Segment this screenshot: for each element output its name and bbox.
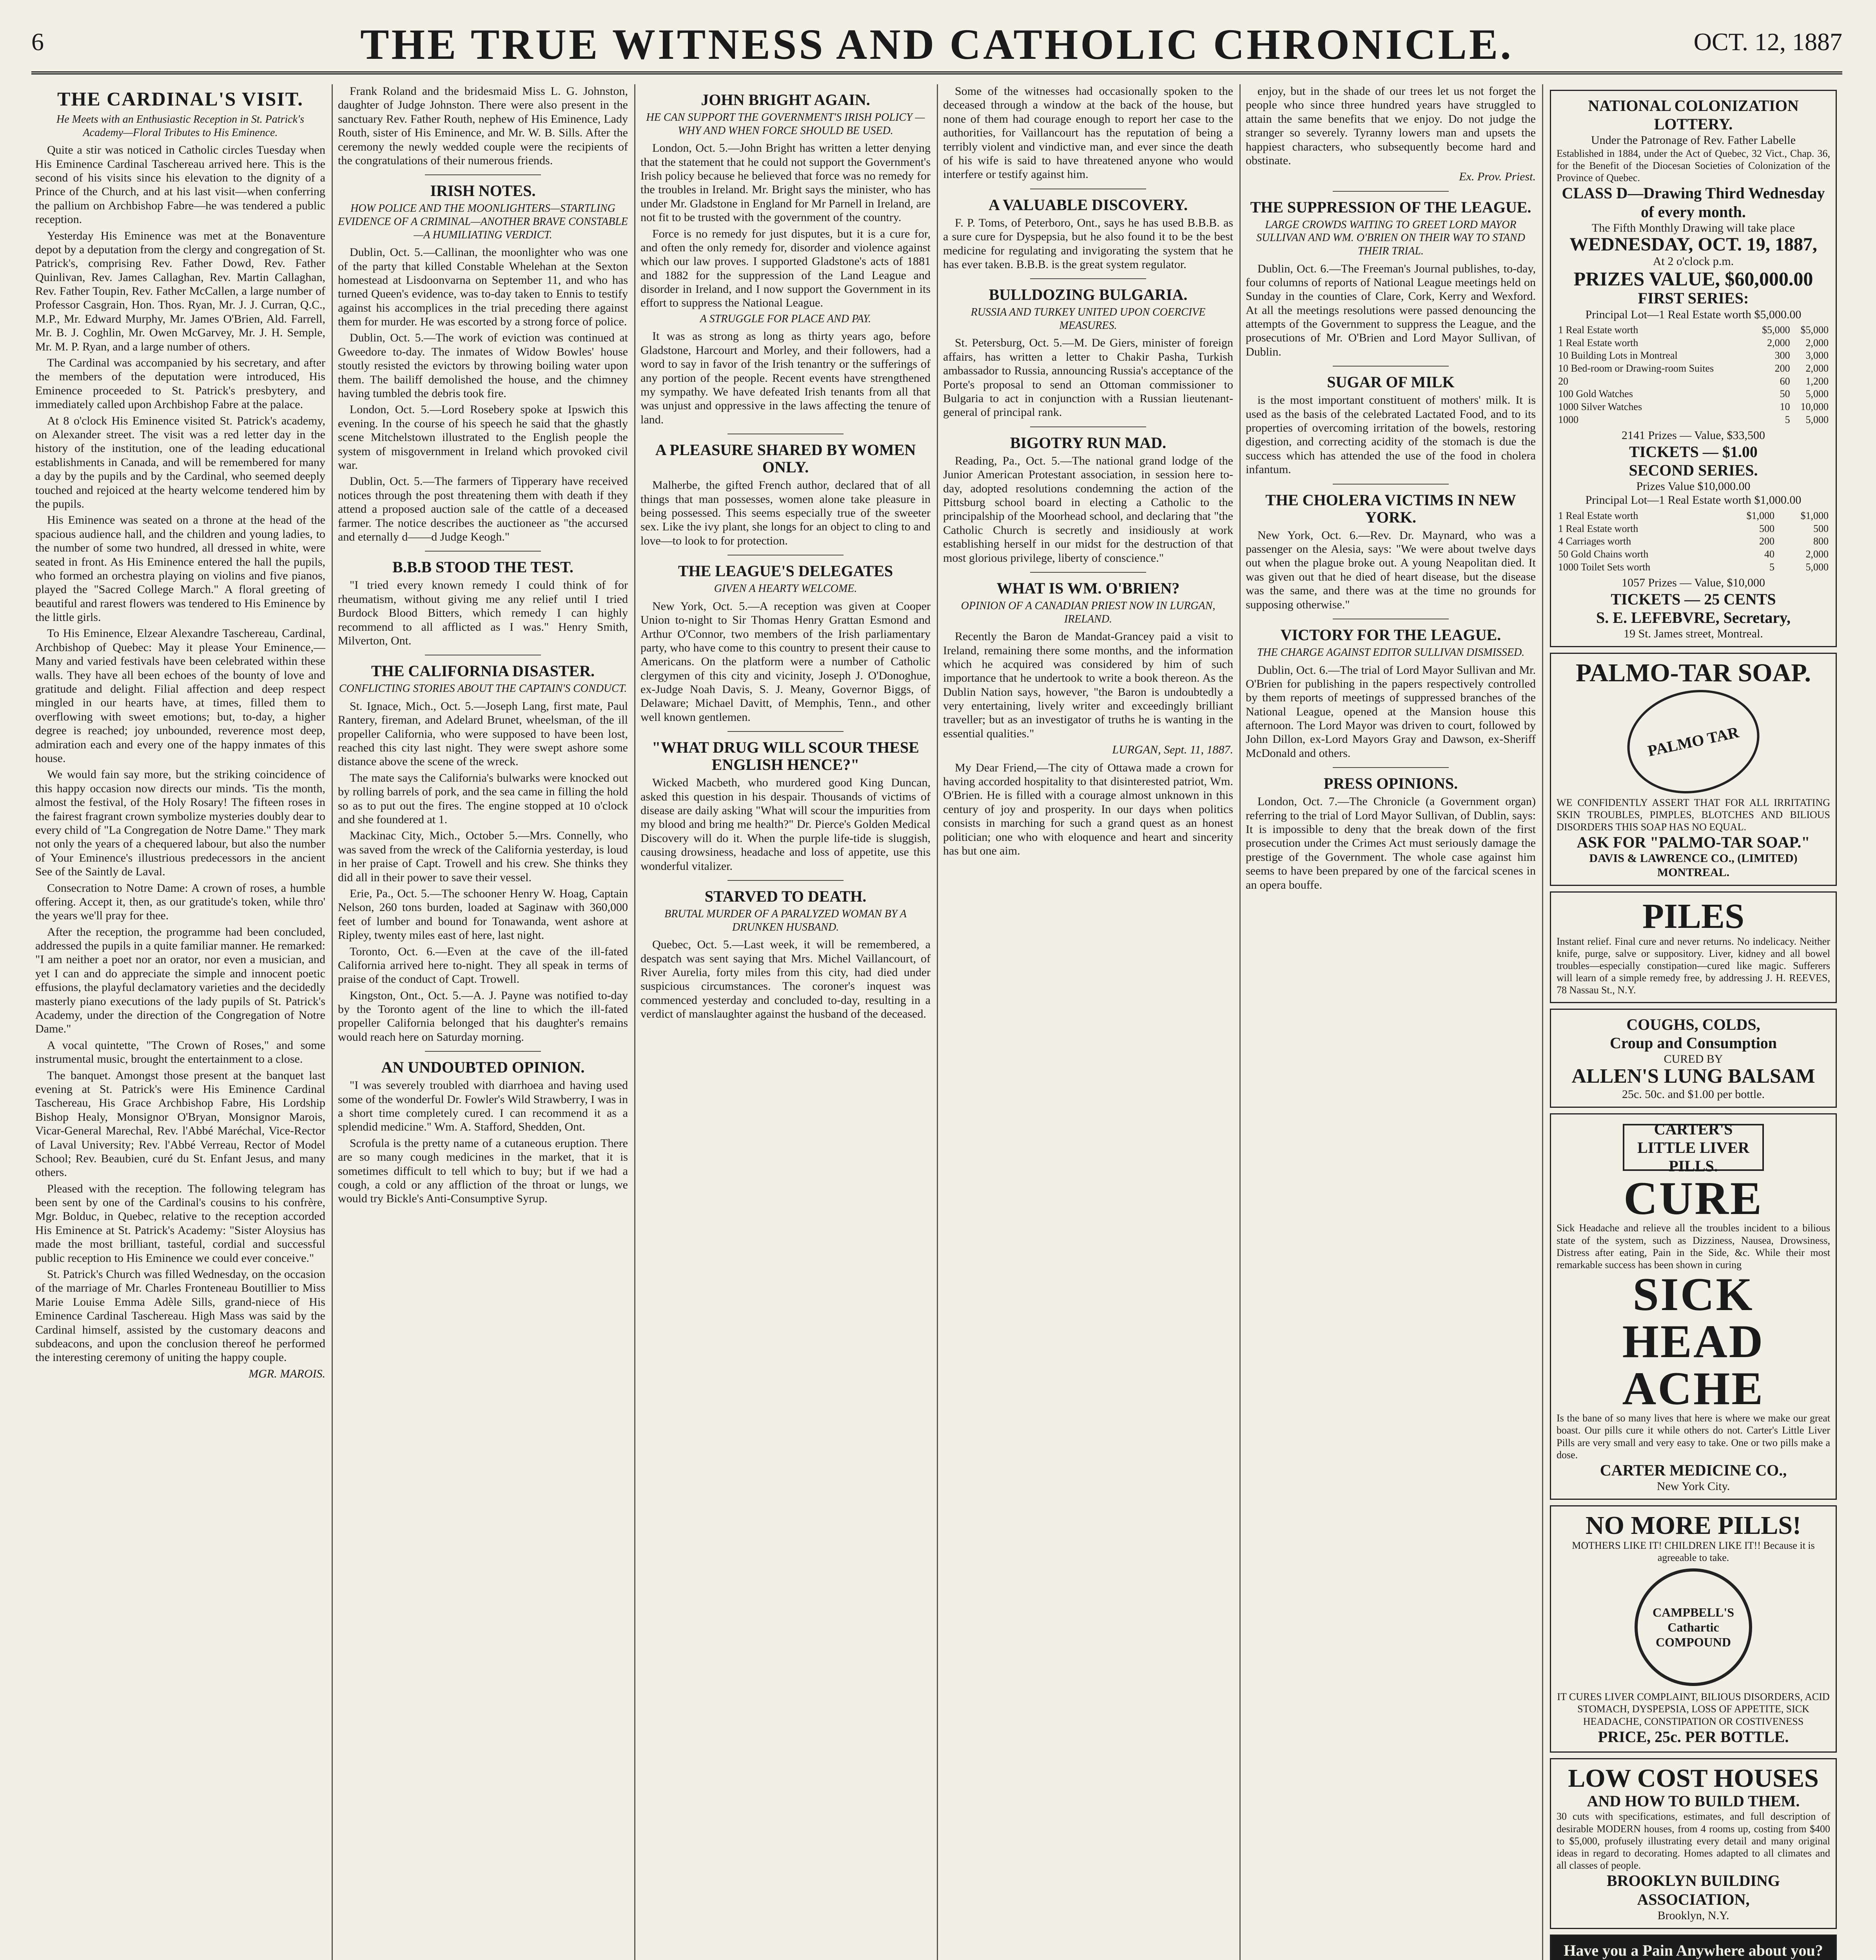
- prize-row: [1557, 548, 1830, 561]
- lottery-ticket-price: TICKETS — $1.00: [1629, 443, 1758, 461]
- article-paragraph: Dublin, Oct. 6.—The trial of Lord Mayor Sullivan and Mr. O'Brien for publishing in the papers respectively controlled by them reports of meetings of suppressed branches of the National League, opened at the Mansion house this afternoon. The Lord Mayor was driven to court, followed by John Dillon, ex-Lord Mayors Gray and Dawson, ex-Sheriff McDonald and others.: [1246, 663, 1536, 760]
- article-subhead: OPINION OF A CANADIAN PRIEST NOW IN LURGAN, IRELAND.: [961, 599, 1216, 625]
- article-subhead: A STRUGGLE FOR PLACE AND PAY.: [700, 312, 871, 325]
- sick-word: SICK: [1633, 1268, 1754, 1321]
- prize-description: 1000 Silver Watches: [1558, 401, 1642, 412]
- prize-amount: 200: [1759, 535, 1775, 547]
- pill-box-icon: CARTER'S LITTLE LIVER PILLS.: [1623, 1124, 1764, 1171]
- article-subhead: He Meets with an Enthusiastic Reception in St. Patrick's Academy—Floral Tributes to His Eminence.: [56, 113, 304, 139]
- soap-bar-icon: PALMO TAR: [1618, 678, 1769, 805]
- article-headline: A VALUABLE DISCOVERY.: [988, 196, 1188, 214]
- prize-row: [1557, 324, 1830, 337]
- article-subhead: BRUTAL MURDER OF A PARALYZED WOMAN BY A DRUNKEN HUSBAND.: [664, 908, 907, 933]
- article-paragraph: St. Patrick's Church was filled Wednesday, on the occasion of the marriage of Mr. Charles Fronteneau Boutillier to Miss Marie Louise Emma Adèle Sills, grand-niece of His Eminence Cardinal Taschereau. High Mass was said by the Cardinal himself, assisted by the customary deacons and subdeacons, and upon the conclusion thereof he performed the interesting ceremony of uniting the happy couple.: [35, 1268, 325, 1364]
- column-5: [1242, 84, 1540, 1960]
- article-paragraph: Dublin, Oct. 6.—The Freeman's Journal publishes, to-day, four columns of reports of National League meetings held on Sunday in the counties of Clare, Cork, Kerry and Wexford. At all the meetings resolutions were passed denouncing the attempts of the Government to suppress the League, and the prosecutions of Mr. O'Brien and Lord Mayor Sullivan, of Dublin.: [1246, 262, 1536, 358]
- prize-row: [1557, 523, 1830, 535]
- allens-line-3: CURED BY: [1664, 1053, 1723, 1066]
- prize-amount: 10: [1780, 401, 1790, 412]
- article-headline: THE LEAGUE'S DELEGATES: [678, 562, 893, 580]
- article-headline: THE CHOLERA VICTIMS IN NEW YORK.: [1265, 491, 1516, 526]
- article-paragraph: The Cardinal was accompanied by his secretary, and after the members of the deputation were introduced, His Eminence proceeded to St. Patrick's presbytery, and immediately called upon Archbishop Fabre at the palace.: [35, 356, 325, 411]
- article-headline: STARVED TO DEATH.: [704, 887, 867, 905]
- section-divider: [1333, 191, 1449, 192]
- article-paragraph: London, Oct. 7.—The Chronicle (a Government organ) referring to the trial of Lord Mayor Sullivan, of Dublin, says: It is impossible to deny that the break down of the first prosecution under the Crimes Act must seriously damage the prestige of the Government. The whole case against him seems to have been prepared by one of the farcical scenes in an opera bouffe.: [1246, 795, 1536, 891]
- article-paragraph: "I tried every known remedy I could think of for rheumatism, without giving me any relief until I tried Burdock Blood Bitters, which remedy I can highly recommend to all afflicted as I was." Henry Smith, Milverton, Ont.: [338, 579, 628, 647]
- allens-name: ALLEN'S LUNG BALSAM: [1571, 1065, 1815, 1088]
- prize-amount: 2,000: [1805, 337, 1829, 348]
- column-3: [637, 84, 934, 1960]
- prize-row: [1557, 349, 1830, 362]
- prize-amount: 1,200: [1805, 375, 1829, 387]
- article-headline: BIGOTRY RUN MAD.: [1010, 434, 1167, 452]
- lottery-class: CLASS D—Drawing Third Wednesday of every month.: [1562, 184, 1825, 221]
- article-paragraph: Dublin, Oct. 5.—Callinan, the moonlighter who was one of the party that killed Constable Whelehan at the Sexton homestead at Lisdoonvarna on September 11, and who has turned Queen's evidence, was to-day taken to Ennis to testify against his accomplices in the trial preceding there against them for murder. He was escorted by a strong force of police.: [338, 246, 628, 328]
- article-paragraph: We would fain say more, but the striking coincidence of this happy occasion now directs our minds. 'Tis the month, almost the festival, of the Holy Rosary! The fifteen roses in the fairest fragrant crown symbolize mysteries doubly dear to every child of "La Congregation de Notre Dame." They mark not only the years of a chequered labour, but also the number of Your Eminence's illustrious predecessors in the ancient See of the Saintly de Laval.: [35, 768, 325, 878]
- column-rule: [1239, 84, 1241, 1960]
- prize-amount: 800: [1813, 535, 1829, 547]
- page-number: 6: [31, 28, 44, 56]
- article-headline: THE CALIFORNIA DISASTER.: [371, 662, 595, 680]
- article-paragraph: Quebec, Oct. 5.—Last week, it will be remembered, a despatch was sent saying that Mrs. Michel Vaillancourt, of River Aurelia, forty miles from this city, had died under suspicious circumstances. The coroner's inquest was commenced yesterday and concluded to-day, resulting in a verdict of manslaughter against the husband of the deceased.: [640, 938, 931, 1021]
- lottery-patronage: Under the Patronage of Rev. Father Labelle: [1591, 134, 1796, 147]
- article-headline: AN UNDOUBTED OPINION.: [381, 1058, 585, 1076]
- prize-description: 1 Real Estate worth: [1558, 337, 1638, 348]
- section-divider: [728, 731, 844, 732]
- prize-description: 1000: [1558, 414, 1578, 425]
- lottery-advertisement: [1550, 90, 1837, 647]
- issue-date: OCT. 12, 1887: [1693, 28, 1842, 56]
- article-headline: B.B.B STOOD THE TEST.: [392, 558, 573, 576]
- article-headline: A PLEASURE SHARED BY WOMEN ONLY.: [655, 441, 916, 476]
- lottery-prizes-value: PRIZES VALUE, $60,000.00: [1573, 267, 1813, 290]
- article-paragraph: is the most important constituent of mothers' milk. It is used as the basis of the celebrated Lactated Food, and to its properties of overcoming irritation of the bowels, restoring digestion, and correcting acidity of the stomach is due the success which has attended the use of the food in cholera infantum.: [1246, 394, 1536, 476]
- pain-killer-advertisement: [1550, 1935, 1837, 1960]
- prize-row: [1557, 375, 1830, 388]
- prize-amount: 5,000: [1805, 414, 1829, 425]
- allens-line-2: Croup and Consumption: [1609, 1034, 1777, 1052]
- article-signature: MGR. MAROIS.: [249, 1367, 325, 1380]
- prize-description: 1000 Toilet Sets worth: [1558, 561, 1651, 573]
- lottery-second-value: Prizes Value $10,000.00: [1636, 480, 1751, 493]
- prize-amount: 5,000: [1805, 561, 1829, 573]
- article-paragraph: Kingston, Ont., Oct. 5.—A. J. Payne was notified to-day by the Toronto agent of the line to which the ill-fated propeller California belonged that his daughter's remains would reach here on Saturday morning.: [338, 989, 628, 1044]
- houses-company: BROOKLYN BUILDING ASSOCIATION,: [1607, 1872, 1780, 1908]
- campbell-cures: IT CURES LIVER COMPLAINT, BILIOUS DISORDERS, ACID STOMACH, DYSPEPSIA, LOSS OF APPETITE, SICK HEADACHE, CONSTIPATION OR COSTIVENESS: [1557, 1691, 1830, 1727]
- article-subhead: HOW POLICE AND THE MOONLIGHTERS—STARTLING EVIDENCE OF A CRIMINAL—ANOTHER BRAVE CONSTABLE—A HUMILIATING VERDICT.: [338, 202, 628, 241]
- article-paragraph: Erie, Pa., Oct. 5.—The schooner Henry W. Hoag, Captain Nelson, 260 tons burden, loaded at Saginaw with 360,000 feet of lumber and bound for Tonawanda, went ashore at Ripley, twenty miles east of here, last night.: [338, 887, 628, 942]
- prize-row: [1557, 362, 1830, 375]
- article-paragraph: A vocal quintette, "The Crown of Roses," and some instrumental music, brought the entertainment to a close.: [35, 1038, 325, 1066]
- lottery-first-series: FIRST SERIES:: [1638, 289, 1749, 307]
- article-subhead: HE CAN SUPPORT THE GOVERNMENT'S IRISH POLICY —WHY AND WHEN FORCE SHOULD BE USED.: [646, 111, 925, 137]
- lottery-time: At 2 o'clock p.m.: [1653, 255, 1734, 268]
- prize-description: 1 Real Estate worth: [1558, 523, 1638, 534]
- section-divider: [1333, 767, 1449, 768]
- lottery-second-series: SECOND SERIES.: [1629, 461, 1758, 479]
- cure-word: CURE: [1623, 1172, 1764, 1225]
- allens-lung-balsam-advertisement: [1550, 1009, 1837, 1108]
- prize-amount: 5: [1769, 561, 1775, 573]
- soap-title: PALMO-TAR SOAP.: [1575, 659, 1811, 688]
- prize-row: [1557, 388, 1830, 401]
- prize-amount: 300: [1774, 350, 1790, 361]
- newspaper-title: THE TRUE WITNESS AND CATHOLIC CHRONICLE.: [360, 20, 1513, 68]
- article-paragraph: New York, Oct. 5.—A reception was given at Cooper Union to-night to Sir Thomas Henry Grattan Esmond and Arthur O'Connor, two members of the Irish parliamentary party, who have come to this country to present their cause to Americans. On the platform were a number of Catholic clergymen of this city and vicinity, Joseph J. O'Donoghue, ex-Judge Noah Davis, S. J. Meany, Governor Biggs, of Delaware; Michael Davitt, of Memphis, Tenn., and other well known gentlemen.: [640, 599, 931, 724]
- no-more-pills-title: NO MORE PILLS!: [1585, 1511, 1802, 1540]
- prize-description: 100 Gold Watches: [1558, 388, 1633, 400]
- allens-price: 25c. 50c. and $1.00 per bottle.: [1622, 1088, 1765, 1101]
- prize-amount: 500: [1759, 523, 1775, 534]
- article-paragraph: St. Petersburg, Oct. 5.—M. De Giers, minister of foreign affairs, has written a letter to Chakir Pasha, Turkish ambassador to Russia, announcing Russia's acceptance of the Porte's proposal to send an Ottoman commissioner to Bulgaria to act in conjunction with a Russian lieutenant-general of principal rank.: [943, 336, 1233, 419]
- lottery-second-total: 1057 Prizes — Value, $10,000: [1621, 576, 1765, 590]
- article-paragraph: Dublin, Oct. 5.—The work of eviction was continued at Gweedore to-day. The inmates of Widow Bowles' house stoutly resisted the evictors by throwing boiling water upon them. The bailiff demolished the house, and the chimney having tumbled the debris took fire.: [338, 331, 628, 400]
- article-paragraph: After the reception, the programme had been concluded, addressed the pupils in a quite familiar manner. He remarked: "I am neither a poet nor an orator, nor even a musician, and yet I can and do appreciate the simple and innocent poetic effusions, the playful declamatory varieties and the decidedly masterly piano executions of the lady pupils of St. Patrick's Academy, under the direction of the Congregation of Notre Dame.": [35, 925, 325, 1036]
- article-body: [35, 143, 325, 1365]
- soap-claim: WE CONFIDENTLY ASSERT THAT FOR ALL IRRITATING SKIN TROUBLES, PIMPLES, BLOTCHES AND BILIOUS DISORDERS THIS SOAP HAS NO EQUAL.: [1557, 797, 1830, 833]
- lottery-second-ticket-price: TICKETS — 25 CENTS: [1611, 590, 1776, 608]
- article-paragraph: London, Oct. 5.—John Bright has written a letter denying that the statement that he could not support the Government's Irish policy because he believed that force was no remedy for the troubles in Ireland. Mr. Bright says the minister, who has under Mr. Gladstone in England for Mr Parnell in Ireland, are not fit to be trusted with the government of the country.: [640, 142, 931, 224]
- article-headline: WHAT IS WM. O'BRIEN?: [996, 579, 1180, 597]
- masthead: [31, 16, 1842, 74]
- prize-amount: $5,000: [1800, 324, 1829, 336]
- article-paragraph: The banquet. Amongst those present at the banquet last evening at St. Patrick's were His Eminence Cardinal Taschereau, His Grace Archbishop Fabre, His Lordship Bishop Healy, Monsignor O'Bryan, Monsignor Marois, Vicar-General Marechal, Rev. l'Abbé Maréchal, Vice-Rector of Laval University; Rev. l'Abbé Verreau, Rector of Model School; Rev. Beaubien, curé du St. Enfant Jesus, and many others.: [35, 1069, 325, 1179]
- column-rule: [332, 84, 333, 1960]
- prize-amount: 40: [1764, 548, 1775, 560]
- prize-amount: 2,000: [1805, 548, 1829, 560]
- article-subhead: THE CHARGE AGAINST EDITOR SULLIVAN DISMISSED.: [1257, 646, 1525, 659]
- lottery-second-prize-table: [1557, 510, 1830, 573]
- article-paragraph: Wicked Macbeth, who murdered good King Duncan, asked this question in his despair. Thousands of victims of disease are daily asking "What will scour the impurities from my blood and bring me health?" Dr. Pierce's Golden Medical Discovery will do it. When the purple life-tide is sluggish, causing drowsiness, headache and loss of appetite, use this wonderful vitalizer.: [640, 776, 931, 873]
- houses-text: 30 cuts with specifications, estimates, and full description of desirable MODERN houses, from 4 rooms up, costing from $400 to $5,000, profusely illustrating every detail and many original ideas in regard to decorating. Homes adapted to all climates and all classes of people.: [1557, 1811, 1830, 1871]
- cure-text: Sick Headache and relieve all the troubles incident to a bilious state of the system, such as Dizziness, Nausea, Drowsiness, Distress after eating, Pain in the Side, &c. While their most remarkable success has been shown in curing: [1557, 1222, 1830, 1270]
- article-paragraph: F. P. Toms, of Peterboro, Ont., says he has used B.B.B. as a sure cure for Dyspepsia, but he also found it to be the best medicine for regulating and invigorating the system that he has ever taken. B.B.B. is the great system regulator.: [943, 216, 1233, 271]
- prize-amount: 5,000: [1805, 388, 1829, 400]
- prize-amount: 500: [1813, 523, 1829, 534]
- allens-line-1: COUGHS, COLDS,: [1626, 1015, 1760, 1033]
- article-subhead: GIVEN A HEARTY WELCOME.: [714, 583, 857, 595]
- lottery-address: 19 St. James street, Montreal.: [1624, 627, 1763, 640]
- column-rule: [1542, 84, 1543, 1960]
- lottery-total: 2141 Prizes — Value, $33,500: [1621, 429, 1765, 442]
- soap-maker: DAVIS & LAWRENCE CO., (LIMITED) MONTREAL.: [1589, 852, 1798, 879]
- article-continuation: Frank Roland and the bridesmaid Miss L. G. Johnston, daughter of Judge Johnston. There were also present in the sanctuary Rev. Father Routh, nephew of His Eminence, Lady Routh, sister of His Eminence, and Mr. W. B. Sills. After the ceremony the newly wedded couple were the recipients of the congratulations of their numerous friends.: [338, 85, 628, 167]
- article-headline: "WHAT DRUG WILL SCOUR THESE ENGLISH HENCE?": [652, 739, 919, 774]
- article-headline: VICTORY FOR THE LEAGUE.: [1280, 626, 1501, 644]
- lottery-prize-table: [1557, 324, 1830, 426]
- prize-row: [1557, 561, 1830, 574]
- page-columns: [31, 84, 1842, 1960]
- article-paragraph: Consecration to Notre Dame: A crown of roses, a humble offering. Accept it, then, as our gratitude's token, while thro' the years we'll pray for thee.: [35, 881, 325, 922]
- low-cost-houses-advertisement: [1550, 1758, 1837, 1929]
- prize-row: [1557, 401, 1830, 414]
- column-1: [31, 84, 329, 1960]
- lottery-principal-lot: Principal Lot—1 Real Estate worth $5,000.00: [1585, 308, 1802, 321]
- article-paragraph: New York, Oct. 6.—Rev. Dr. Maynard, who was a passenger on the Alesia, says: "We were about twelve days out when the plague broke out. A young Neapolitan died. It was given out that he died of heart disease, but the disease was the same, and there was at the time no grounds for supposing otherwise.": [1246, 528, 1536, 611]
- section-divider: [1333, 366, 1449, 367]
- palmo-tar-soap-advertisement: [1550, 653, 1837, 886]
- houses-city: Brooklyn, N.Y.: [1657, 1909, 1729, 1922]
- section-divider: [425, 551, 541, 552]
- article-body: [338, 245, 628, 544]
- prize-row: [1557, 414, 1830, 426]
- ache-word: ACHE: [1622, 1362, 1765, 1415]
- article-body: [338, 699, 628, 1044]
- article-paragraph: His Eminence was seated on a throne at the head of the spacious audience hall, and the children and young ladies, to the number of some two hundred, all dressed in white, were seated in front. As His Eminence entered the hall the pupils, who formed an orchestra playing on violins and five pianos, played the "Sacred College March." A floral greeting of beautiful and rarest flowers was tendered to His Eminence by the little girls.: [35, 514, 325, 624]
- piles-text: Instant relief. Final cure and never returns. No indelicacy. Neither knife, purge, salve or suppository. Liver, kidney and all bowel troubles—especially constipation—cured like magic. Sufferers will learn of a simple remedy free, by addressing J. H. REEVES, 78 Nassau St., N.Y.: [1557, 935, 1830, 996]
- head-word: HEAD: [1622, 1315, 1765, 1368]
- houses-subtitle: AND HOW TO BUILD THEM.: [1587, 1792, 1800, 1810]
- prize-description: 10 Bed-room or Drawing-room Suites: [1558, 362, 1714, 374]
- article-headline: BULLDOZING BULGARIA.: [989, 286, 1188, 304]
- campbells-cathartic-advertisement: [1550, 1505, 1837, 1752]
- carters-company: CARTER MEDICINE CO.,: [1600, 1461, 1787, 1479]
- article-paragraph: London, Oct. 5.—Lord Rosebery spoke at Ipswich this evening. In the course of his speech he said that the ghastly scene Mitchelstown illustrated to the English people the system of misgovernment in Ireland which provoked civil war.: [338, 403, 628, 472]
- article-headline: THE CARDINAL'S VISIT.: [57, 88, 303, 110]
- article-paragraph: To His Eminence, Elzear Alexandre Taschereau, Cardinal, Archbishop of Quebec: May it please Your Eminence,—Many and varied festivals have been celebrated within these walls. They have all been echoes of the bounty of love and gratitude and delight. Filial affection and deep respect mingled in our hearts have, at times, filled them to overflowing with sweet emotions; but, to-day, a higher degree is reached; joy unbounded, reverence most deep, admiration each and every one of the happy inmates of this house.: [35, 627, 325, 765]
- article-paragraph: Scrofula is the pretty name of a cutaneous eruption. There are so many cough medicines in the market, that it is sometimes difficult to tell which to buy; but if we had a cough, a cold or any affliction of the throat or lungs, we would try Bickle's Anti-Consumptive Syrup.: [338, 1136, 628, 1205]
- article-paragraph: Reading, Pa., Oct. 5.—The national grand lodge of the Junior American Protestant association, in session here to-day, adopted resolutions condemning the action of the Pittsburg school board in electing a Catholic to the principalship of the Moorhead school, and declaring that "the Catholic Church is secretly and insidiously at work establishing herself in our midst for the destruction of that most glorious privilege, liberty of conscience.": [943, 454, 1233, 564]
- campbell-bottle-icon: CAMPBELL'S Cathartic COMPOUND: [1635, 1568, 1752, 1686]
- article-headline: IRISH NOTES.: [430, 182, 536, 200]
- letter-dateline: LURGAN, Sept. 11, 1887.: [1112, 743, 1233, 757]
- section-divider: [728, 880, 844, 881]
- prize-amount: $1,000: [1746, 510, 1775, 521]
- article-headline: THE SUPPRESSION OF THE LEAGUE.: [1250, 198, 1531, 216]
- prize-amount: 10,000: [1800, 401, 1829, 412]
- prize-amount: $5,000: [1762, 324, 1790, 336]
- article-paragraph: "I was severely troubled with diarrhoea and having used some of the wonderful Dr. Fowler's Wild Strawberry, I was in a short time completely cured. I can recommend it as a splendid medicine." Wm. A. Stafford, Shedden, Ont.: [338, 1079, 628, 1134]
- carters-city: New York City.: [1656, 1480, 1730, 1493]
- article-subhead: LARGE CROWDS WAITING TO GREET LORD MAYOR SULLIVAN AND WM. O'BRIEN ON THEIR WAY TO STAND THEIR TRIAL.: [1256, 218, 1525, 257]
- carters-little-liver-pills-advertisement: [1550, 1113, 1837, 1500]
- article-body: [640, 141, 931, 310]
- prize-description: 10 Building Lots in Montreal: [1558, 350, 1678, 361]
- article-subhead: CONFLICTING STORIES ABOUT THE CAPTAIN'S CONDUCT.: [339, 682, 627, 695]
- prize-amount: 60: [1780, 375, 1790, 387]
- article-paragraph: Mackinac City, Mich., October 5.—Mrs. Connelly, who was saved from the wreck of the California yesterday, is loud in her praise of Capt. Trowell and his crew. She thinks they did all in their power to save their vessel.: [338, 829, 628, 884]
- article-paragraph: Force is no remedy for just disputes, but it is a cure for, and often the only remedy for, disorder and violence against which our law proves. I supported Gladstone's acts of 1881 and 1882 for the suppression of the Land League and disorder in Ireland, and I now support the Government in its effort to suppress the National League.: [640, 227, 931, 310]
- column-6-advertisements: [1544, 84, 1842, 1960]
- article-paragraph: Recently the Baron de Mandat-Grancey paid a visit to Ireland, remaining there some months, and the information which he acquired was considered by him of such importance that he undertook to write a book thereon. As the Dublin Nation says, however, "the Baron is undoubtedly a very entertaining, lively writer and exceedingly brilliant traveller; but as an investigator of truths he is wanting in the essential qualities.": [943, 630, 1233, 740]
- section-divider: [425, 1051, 541, 1052]
- lottery-next-drawing: The Fifth Monthly Drawing will take place: [1591, 221, 1795, 234]
- article-paragraph: At 8 o'clock His Eminence visited St. Patrick's academy, on Alexander street. The visit was a red letter day in the history of the institution, one of the leading educational establishments in Canada, and will be remembered for many a day by the pupils and by the Cardinal, who seemed deeply touched and rejoiced at the hearty welcome tendered him by the pupils.: [35, 414, 325, 510]
- prize-row: [1557, 337, 1830, 350]
- article-paragraph: Dublin, Oct. 5.—The farmers of Tipperary have received notices through the post threatening them with death if they attend a proposed auction sale of the cattle of a deceased farmer. The notice describes the auctioneer as "the accursed and eternally d——d Judge Keogh.": [338, 475, 628, 543]
- article-paragraph: Yesterday His Eminence was met at the Bonaventure depot by a deputation from the clergy and congregation of St. Patrick's, comprising Rev. Father Dowd, Rev. Father Quinlivan, Rev. James Callaghan, Rev. Martin Callaghan, Rev. Father Toupin, Rev. Father McCallen, a large number of Professor Casgrain, Hon. Thos. Ryan, Mr. J. J. Curran, Q.C., M.P., Mr. Edward Murphy, Mr. James O'Brien, Ald. Farrell, Mr. B. J. Coghlin, Mr. Owen McGarvey, Mr. J. H. Semple, Mr. M. P. Ryan, and a large number of others.: [35, 229, 325, 353]
- prize-row: [1557, 535, 1830, 548]
- article-continuation: Some of the witnesses had occasionally spoken to the deceased through a window at the back of the house, but none of them had courage enough to report her case to the authorities, for Vaillancourt has the reputation of being a terribly violent and vindictive man, and ever since the death of his wife is said to have threatened anyone who would interfere or testify against him.: [943, 85, 1233, 181]
- article-paragraph: My Dear Friend,—The city of Ottawa made a crown for having accorded hospitality to that disinterested patriot, Wm. O'Brien. He is filled with a courage almost unknown in this century of joy and prosperity. In our days when politics consists in marching for such a grand quest as an honest politician; one who with eloquence and heart and sincerity has but one aim.: [943, 761, 1233, 857]
- prize-amount: 3,000: [1805, 350, 1829, 361]
- piles-advertisement: [1550, 891, 1837, 1003]
- section-divider: [1030, 278, 1146, 279]
- lottery-secretary: S. E. LEFEBVRE, Secretary,: [1596, 608, 1791, 626]
- article-paragraph: St. Ignace, Mich., Oct. 5.—Joseph Lang, first mate, Paul Rantery, fireman, and Adelard Brunet, wheelsman, of the ill propeller California, who were supposed to have been lost, reached this city last night. They were swept ashore some distance above the scene of the wreck.: [338, 699, 628, 768]
- campbell-price: PRICE, 25c. PER BOTTLE.: [1598, 1728, 1789, 1746]
- section-divider: [1030, 572, 1146, 573]
- lottery-date: WEDNESDAY, OCT. 19, 1887,: [1569, 234, 1817, 255]
- lottery-established: Established in 1884, under the Act of Quebec, 32 Vict., Chap. 36, for the Benefit of the Diocesan Societies of Colonization of the Province of Quebec.: [1557, 147, 1830, 184]
- prize-amount: 50: [1780, 388, 1790, 400]
- column-rule: [634, 84, 635, 1960]
- article-paragraph: Toronto, Oct. 6.—Even at the cave of the ill-fated California arrived here to-night. They all speak in terms of praise of the conduct of Capt. Trowell.: [338, 945, 628, 986]
- houses-title: LOW COST HOUSES: [1568, 1764, 1819, 1793]
- article-paragraph: It was as strong as long as thirty years ago, before Gladstone, Harcourt and Morley, and their followers, had a word to say in favor of the Irish tenantry or the sufferings of any portion of the people. Recent events have strengthened my sympathy. We have defeated Irish tenants from all that was unjust and oppressive in the laws affecting the tenure of land.: [640, 330, 931, 426]
- campbell-mothers: MOTHERS LIKE IT! CHILDREN LIKE IT!! Because it is agreeable to take.: [1572, 1539, 1815, 1563]
- ache-text: Is the bane of so many lives that here is where we make our great boast. Our pills cure it while others do not. Carter's Little Liver Pills are very small and very easy to take. One or two pills make a dose.: [1557, 1412, 1830, 1461]
- section-divider: [1333, 484, 1449, 485]
- article-subhead: RUSSIA AND TURKEY UNITED UPON COERCIVE MEASURES.: [971, 306, 1206, 332]
- column-rule: [937, 84, 938, 1960]
- prize-description: 1 Real Estate worth: [1558, 510, 1638, 521]
- soap-ask: ASK FOR "PALMO-TAR SOAP.": [1577, 833, 1810, 851]
- prize-amount: 5: [1785, 414, 1790, 425]
- lottery-title: NATIONAL COLONIZATION LOTTERY.: [1588, 97, 1799, 133]
- column-4: [939, 84, 1237, 1960]
- prize-description: 1 Real Estate worth: [1558, 324, 1638, 336]
- prize-description: 50 Gold Chains worth: [1558, 548, 1649, 560]
- prize-amount: 2,000: [1767, 337, 1790, 348]
- column-2: [334, 84, 632, 1960]
- section-divider: [1030, 426, 1146, 427]
- article-paragraph: Malherbe, the gifted French author, declared that of all things that man possesses, women alone take pleasure in being possessed. This seems especially true of the sweeter sex. Like the ivy plant, she longs for an object to cling to and love—to look to for protection.: [640, 479, 931, 547]
- prize-amount: $1,000: [1800, 510, 1829, 521]
- article-headline: SUGAR OF MILK: [1327, 373, 1455, 391]
- prize-amount: 200: [1774, 362, 1790, 374]
- prize-description: 20: [1558, 375, 1568, 387]
- article-paragraph: Quite a stir was noticed in Catholic circles Tuesday when His Eminence Cardinal Taschereau arrived here. This is the second of his visits since his elevation to the dignity of a Prince of the Church, and at his last visit—when conferring the pallium on Archbishop Fabre—he was tendered a public reception.: [35, 143, 325, 226]
- article-headline: PRESS OPINIONS.: [1323, 775, 1458, 793]
- article-headline: JOHN BRIGHT AGAIN.: [701, 91, 870, 109]
- article-continuation: enjoy, but in the shade of our trees let us not forget the people who since three hundred years have struggled to attain the same benefits that we enjoy. Do not judge the stranger so severely. Tyranny lowers man and upsets the happiest characters, who subsequently become hard and obstinate.: [1246, 85, 1536, 167]
- section-divider: [425, 174, 541, 175]
- article-paragraph: Pleased with the reception. The following telegram has been sent by one of the Cardinal's cousins to his confrère, Mgr. Bolduc, in Quebec, relative to the reception accorded His Eminence at St. Patrick's Academy: "Sister Aloysius has made the most brilliant, tasteful, cordial and successful public reception to His Eminence we could ever conceive.": [35, 1182, 325, 1265]
- prize-amount: 2,000: [1805, 362, 1829, 374]
- piles-title: PILES: [1642, 897, 1745, 936]
- prize-row: [1557, 510, 1830, 523]
- prize-description: 4 Carriages worth: [1558, 535, 1631, 547]
- pain-question: Have you a Pain Anywhere about you?: [1564, 1942, 1823, 1960]
- article-signature: Ex. Prov. Priest.: [1459, 170, 1536, 183]
- lottery-second-principal: Principal Lot—1 Real Estate worth $1,000.00: [1585, 494, 1802, 507]
- article-paragraph: The mate says the California's bulwarks were knocked out by rolling barrels of pork, and the sea came in filling the hold so as to put out the fires. The engine stopped at 10 o'clock and she foundered at 1.: [338, 771, 628, 826]
